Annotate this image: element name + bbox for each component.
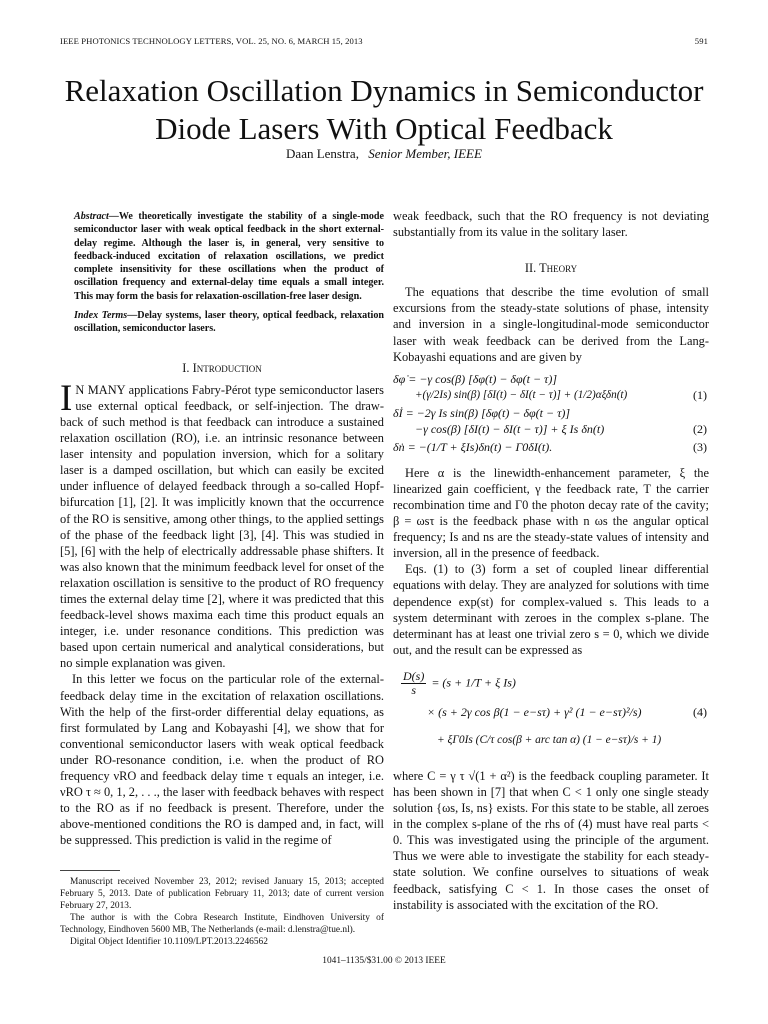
running-header: [60, 36, 708, 50]
abstract-label: Abstract—: [74, 211, 119, 222]
footer-copyright: 1041–1135/$31.00 © 2013 IEEE: [322, 956, 446, 966]
equation-1-line-2: +(γ/2Is) sin(β) [δI(t) − δI(t − τ)] + (1/2)αξδn(t): [415, 388, 628, 401]
paper-title: Relaxation Oscillation Dynamics in Semiconductor Diode Lasers With Optical Feedback: [64, 73, 704, 146]
intro-text-1: N MANY applications Fabry-Pérot type semiconductor lasers use external optical feedback, or self-injection. The draw-back of such method is that feedback can introduce a sustained relaxation oscillation (RO), i.e. an intrinsic resonance between laser intensity and population inversion, which for a solitary laser is a damped oscillation, but which can easily be excited under influence of delayed feedback through a so-called Hopf-bifurcation [1], [2]. It was implicitly known that the occurrence of the RO is sensitive, among other things, to the applied settings of the phase of the feedback light [3], [4]. This was studied in [5], [6] with the help of electrically addressable phase shifters. It was also known that the minimum feedback level for onset of the relaxation oscillation is sensitive to the product of RO frequency times the external delay time [2], where it was predicted that this feedback-level shows maxima each time this product equals an integer, i.e. under resonance conditions. This prediction was based upon certain numerical and analytical considerations, but no simple explanation was given.: [60, 382, 384, 671]
footnotes: [60, 876, 384, 948]
left-column: [60, 210, 384, 848]
equation-4-rhs-1: = (s + 1/T + ξ Is): [431, 675, 516, 690]
equation-3-line: δṅ = −(1/T + ξIs)δn(t) − Γ0δI(t).: [393, 439, 553, 454]
equation-2: [393, 405, 709, 437]
equation-1-line-1: δφ̇ = −γ cos(β) [δφ(t) − δφ(t − τ)]: [393, 371, 558, 386]
equation-3-number: (3): [693, 439, 707, 454]
footnote-rule: [60, 870, 120, 871]
equation-1-number: (1): [693, 387, 707, 402]
journal-line: IEEE PHOTONICS TECHNOLOGY LETTERS, VOL. 25, NO. 6, MARCH 15, 2013: [60, 36, 363, 46]
theory-paragraph-4: where C = γ τ √(1 + α²) is the feedback coupling parameter. It has been shown in [7] that when C < 1 only one single steady solution {ωs, Is, ns} exists. For this state to be stable, all zeroes in the complex s-plane of the rhs of (4) must have real parts < 0. This was investigated using the principle of the argument. Thus we were able to investigate the stability for each steady-state solution. We confine ourselves to situations of weak feedback, satisfying C < 1. In those cases the onset of instability is associated with the excitation of the RO.: [393, 768, 709, 912]
section-heading-introduction: I. Introduction: [182, 360, 262, 375]
footnote-manuscript: Manuscript received November 23, 2012; revised January 15, 2013; accepted February 5, 2013. Date of publication February 11, 2013; date of current version February 27, 2013.: [60, 877, 384, 911]
abstract-text: We theoretically investigate the stability of a single-mode semiconductor laser with weak optical feedback in the short external-delay regime. Although the laser is, in general, very sensitive to feedback-induced excitation of relaxation oscillations, we predict complete insensitivity for these oscillations when the product of oscillation frequency and external-delay time equals a small integer. This may form the basis for relaxation-oscillation-free laser design.: [74, 211, 384, 302]
author-name: Daan Lenstra,: [286, 146, 359, 161]
drop-cap: I: [60, 377, 73, 419]
equation-2-line-1: δİ = −2γ Is sin(β) [δφ(t) − δφ(t − τ)]: [393, 405, 571, 420]
equation-4: [393, 666, 709, 760]
author-line: [0, 146, 768, 162]
author-affiliation: Senior Member, IEEE: [368, 146, 482, 161]
equation-4-number: (4): [693, 704, 707, 719]
right-column: [393, 208, 709, 913]
equation-1: [393, 371, 709, 403]
index-terms-label: Index Terms—: [74, 310, 138, 322]
theory-paragraph-1: The equations that describe the time evolution of small excursions from the steady-state solutions of phase, intensity and inversion in a single-longitudinal-mode semiconductor laser with weak feedback can be derived from the Lang-Kobayashi equations and are given by: [393, 285, 709, 364]
equation-4-lhs-numerator: D(s): [403, 668, 425, 683]
section-heading-theory: II. Theory: [524, 261, 578, 276]
equation-4-lhs-denominator: s: [411, 682, 416, 697]
footnote-author: The author is with the Cobra Research Institute, Eindhoven University of Technology, Eindhoven 5600 MB, The Netherlands (e-mail: d.lenstra@tue.nl).: [60, 913, 384, 935]
equation-3: [393, 439, 709, 455]
theory-paragraph-3: Eqs. (1) to (3) form a set of coupled linear differential equations with delay. They are analyzed for solutions with time dependence exp(st) for complex-valued s. This leads to a system determinant with zeroes in the complex s-plane. The determinant has at least one trivial zero s = 0, which we divide out, and the result can be expressed as: [393, 562, 709, 657]
footnote-doi: Digital Object Identifier 10.1109/LPT.2013.2246562: [70, 937, 268, 947]
index-terms: [74, 309, 384, 336]
equation-4-line-2: × (s + 2γ cos β(1 − e−sτ) + γ² (1 − e−sτ)²/s): [427, 704, 642, 719]
theory-paragraph-2: Here α is the linewidth-enhancement parameter, ξ the linearized gain coefficient, γ the feedback rate, T the carrier recombination time and Γ0 the photon decay rate of the cavity; β = ωsτ is the feedback phase with n ωs the angular optical frequency; Is and ns are the steady-state values of intensity and inversion, all in the presence of feedback.: [393, 465, 709, 561]
abstract: [74, 210, 384, 303]
index-terms-text: Delay systems, laser theory, optical feedback, relaxation oscillation, semiconductor lasers.: [74, 310, 384, 335]
equation-4-line-1: [399, 670, 516, 697]
equation-4-line-3: + ξΓ0Is (C/τ cos(β + arc tan α) (1 − e−sτ)/s + 1): [437, 733, 662, 746]
page-number: 591: [694, 36, 708, 46]
equation-4-lhs: [401, 670, 426, 697]
intro-paragraph-1: [60, 377, 384, 672]
equation-2-line-2: −γ cos(β) [δI(t) − δI(t − τ)] + ξ Is δn(t): [415, 421, 605, 436]
intro-paragraph-2: In this letter we focus on the particular role of the external-feedback delay time in the excitation of relaxation oscillations. With the help of the first-order differential delay equations, as first formulated by Lang and Kobayashi [4], we show that for conventional semiconductor lasers with weak optical feedback under RO-resonance condition, i.e. when the product of RO frequency νRO and feedback delay time τ equals an integer, i.e. νRO τ ≈ 0, 1, 2, . . ., the laser with feedback behaves with respect to the RO as if no feedback is present. Therefore, under the above-mentioned conditions the RO is damped and, in fact, will be suppressed. This prediction is valid in the regime of: [60, 672, 384, 848]
equation-2-number: (2): [693, 421, 707, 436]
continued-paragraph: weak feedback, such that the RO frequency is not deviating substantially from its value in the solitary laser.: [393, 209, 709, 240]
